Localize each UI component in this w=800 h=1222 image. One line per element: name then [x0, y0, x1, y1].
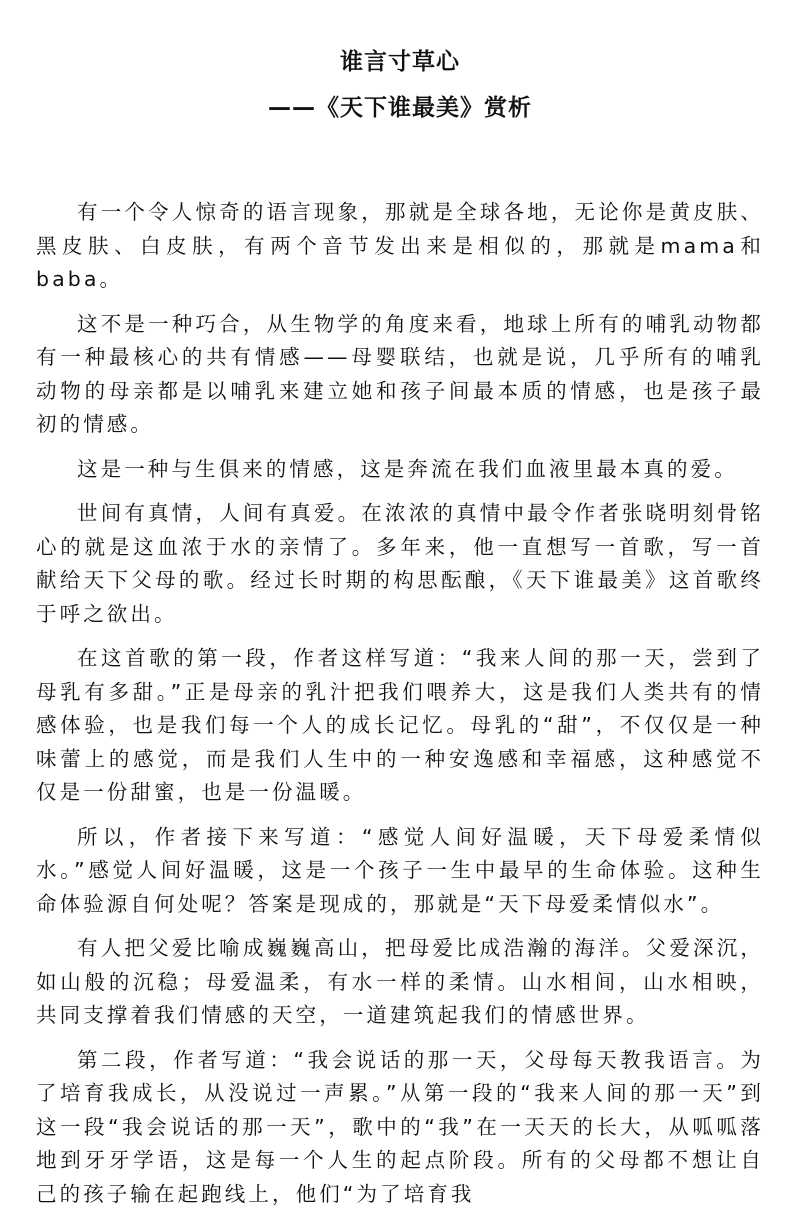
page-title: 谁言寸草心: [340, 49, 460, 75]
paragraph: 有一个令人惊奇的语言现象，那就是全球各地，无论你是黄皮肤、黑皮肤、白皮肤，有两个音节发出来是相似的，那就是mama和baba。: [36, 200, 764, 291]
paragraph: 世间有真情，人间有真爱。在浓浓的真情中最令作者张晓明刻骨铭心的就是这血浓于水的亲情了。多年来，他一直想写一首歌，写一首献给天下父母的歌。经过长时期的构思酝酿，《天下谁最美》这首歌终于呼之欲出。: [36, 501, 764, 626]
page-subtitle: ——《天下谁最美》赏析: [268, 95, 532, 121]
paragraph: 这是一种与生俱来的情感，这是奔流在我们血液里最本真的爱。: [77, 456, 738, 481]
paragraph: 所以，作者接下来写道：“感觉人间好温暖，天下母爱柔情似水。”感觉人间好温暖，这是一个孩子一生中最早的生命体验。这种生命体验源自何处呢？答案是现成的，那就是“天下母爱柔情似水”。: [36, 824, 764, 916]
paragraph: 在这首歌的第一段，作者这样写道：“我来人间的那一天，尝到了母乳有多甜。”正是母亲的乳汁把我们喂养大，这是我们人类共有的情感体验，也是我们每一个人的成长记忆。母乳的“甜”，不仅仅是一种味蕾上的感觉，而是我们人生中的一种安逸感和幸福感，这种感觉不仅是一份甜蜜，也是一份温暖。: [36, 646, 764, 804]
paragraph: 第二段，作者写道：“我会说话的那一天，父母每天教我语言。为了培育我成长，从没说过一声累。”从第一段的“我来人间的那一天”到这一段“我会说话的那一天”，歌中的“我”在一天天的长大，从呱呱落地到牙牙学语，这是每一个人生的起点阶段。所有的父母都不想让自己的孩子输在起跑线上，他们“为了培育我: [36, 1047, 764, 1206]
paragraph: 有人把父爱比喻成巍巍高山，把母爱比成浩瀚的海洋。父爱深沉，如山般的沉稳；母爱温柔，有水一样的柔情。山水相间，山水相映，共同支撑着我们情感的天空，一道建筑起我们的情感世界。: [36, 936, 764, 1027]
article-body: [36, 196, 764, 1222]
paragraph: 这不是一种巧合，从生物学的角度来看，地球上所有的哺乳动物都有一种最核心的共有情感——母婴联结，也就是说，几乎所有的哺乳动物的母亲都是以哺乳来建立她和孩子间最本质的情感，也是孩子最初的情感。: [36, 311, 764, 436]
